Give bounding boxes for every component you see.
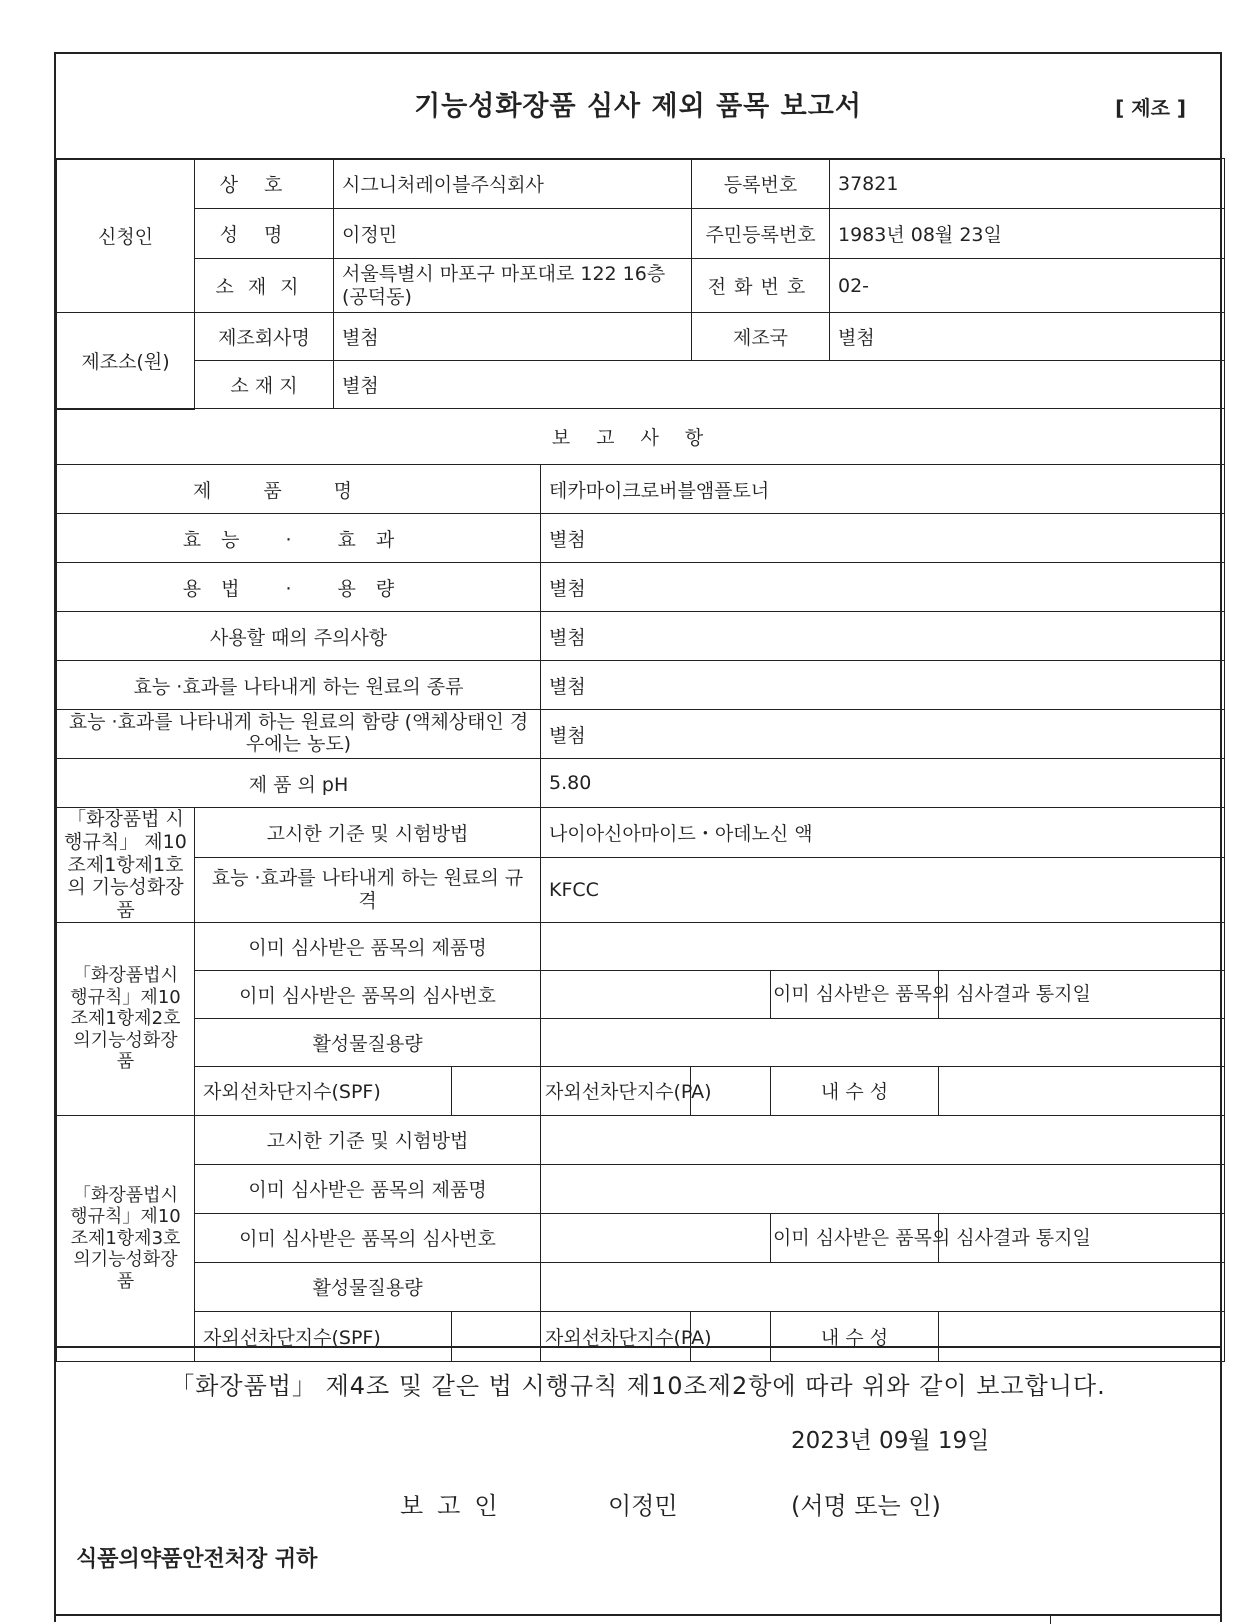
row-label: 제 품 의 pH bbox=[57, 759, 541, 808]
address-label: 소재지 bbox=[195, 259, 334, 313]
row-value: 별첨 bbox=[541, 710, 1225, 759]
declaration-footer bbox=[56, 1346, 1220, 1576]
name-value: 이정민 bbox=[334, 209, 692, 259]
group3-notice-date-label: 이미 심사받은 품목의 심사결과 통지일 bbox=[771, 1213, 939, 1262]
address-value: 서울특별시 마포구 마포대로 122 16층(공덕동) bbox=[334, 259, 692, 313]
resident-no-value: 1983년 08월 23일 bbox=[830, 209, 1225, 259]
form-header bbox=[56, 54, 1220, 160]
group1-standard-label: 고시한 기준 및 시험방법 bbox=[195, 808, 541, 858]
group2-pa-label: 자외선차단지수(PA) bbox=[541, 1066, 691, 1115]
company-label: 상호 bbox=[195, 159, 334, 209]
form-title: 기능성화장품 심사 제외 품목 보고서 bbox=[414, 91, 862, 122]
addressee: 식품의약품안전처장 귀하 bbox=[76, 1547, 318, 1572]
group3-product-label: 이미 심사받은 품목의 제품명 bbox=[195, 1164, 541, 1213]
group2-label: 「화장품법시행규칙」제10조제1항제2호의기능성화장품 bbox=[57, 922, 195, 1115]
group2-spf-label: 자외선차단지수(SPF) bbox=[195, 1067, 452, 1115]
group3-active-label: 활성물질용량 bbox=[195, 1262, 541, 1311]
group3-review-no-label: 이미 심사받은 품목의 심사번호 bbox=[195, 1213, 541, 1262]
mfr-address-value: 별첨 bbox=[334, 361, 1225, 409]
row-value: 별첨 bbox=[541, 563, 1225, 612]
group3-pa-label: 자외선차단지수(PA) bbox=[541, 1311, 691, 1361]
group2-review-no-value bbox=[541, 970, 771, 1018]
row-label: 제품명 bbox=[57, 465, 541, 514]
group2-notice-date-label: 이미 심사받은 품목의 심사결과 통지일 bbox=[771, 970, 939, 1018]
group3-active-value bbox=[541, 1262, 1225, 1311]
mfr-country-label: 제조국 bbox=[692, 313, 830, 361]
reg-no-label: 등록번호 bbox=[692, 159, 830, 209]
group2-spf-cell bbox=[195, 1066, 541, 1115]
row-value: 별첨 bbox=[541, 661, 1225, 710]
applicant-section-label: 신청인 bbox=[57, 159, 195, 313]
group3-water-label: 내 수 성 bbox=[771, 1311, 939, 1361]
row-label: 사용할 때의 주의사항 bbox=[57, 612, 541, 661]
group2-active-value bbox=[541, 1018, 1225, 1066]
resident-no-label: 주민등록번호 bbox=[692, 209, 830, 259]
row-value: 별첨 bbox=[541, 514, 1225, 563]
group2-active-label: 활성물질용량 bbox=[195, 1018, 541, 1066]
group3-product-value bbox=[541, 1164, 1225, 1213]
bottom-divider-tick bbox=[1050, 1614, 1051, 1624]
reporter-name: 이정민 bbox=[608, 1492, 678, 1520]
manufacturer-section-label: 제조소(원) bbox=[57, 313, 195, 409]
phone-label: 전화번호 bbox=[692, 259, 830, 313]
group3-label: 「화장품법시행규칙」제10조제1항제3호의기능성화장품 bbox=[57, 1115, 195, 1361]
report-heading: 보고사항 bbox=[57, 409, 1225, 465]
row-value: 별첨 bbox=[541, 612, 1225, 661]
mfr-company-label: 제조회사명 bbox=[195, 313, 334, 361]
ph-value: 5.80 bbox=[541, 759, 1225, 808]
name-label: 성명 bbox=[195, 209, 334, 259]
reg-no-value: 37821 bbox=[830, 159, 1225, 209]
report-form bbox=[54, 52, 1222, 1622]
group3-standard-value bbox=[541, 1115, 1225, 1164]
phone-value: 02- bbox=[830, 259, 1225, 313]
group2-spf-value bbox=[452, 1067, 541, 1115]
form-type-tag: [ 제조 ] bbox=[1115, 96, 1186, 120]
signature-placeholder: (서명 또는 인) bbox=[791, 1492, 941, 1520]
group2-water-value bbox=[939, 1066, 1225, 1115]
group2-water-label: 내 수 성 bbox=[771, 1066, 939, 1115]
group2-spf-split bbox=[195, 1067, 540, 1115]
report-date: 2023년 09월 19일 bbox=[791, 1428, 990, 1454]
group2-product-label: 이미 심사받은 품목의 제품명 bbox=[195, 922, 541, 970]
group3-spf-label: 자외선차단지수(SPF) bbox=[195, 1312, 452, 1361]
reporter-label: 보고인 bbox=[400, 1492, 512, 1520]
bottom-divider bbox=[56, 1614, 1220, 1616]
applicant-table bbox=[56, 158, 1225, 410]
product-name-value: 테카마이크로버블앰플토너 bbox=[541, 465, 1225, 514]
group2-review-no-label: 이미 심사받은 품목의 심사번호 bbox=[195, 970, 541, 1018]
mfr-company-value: 별첨 bbox=[334, 313, 692, 361]
mfr-address-label: 소 재 지 bbox=[195, 361, 334, 409]
row-label: 효능 ·효과를 나타내게 하는 원료의 함량 (액체상태인 경우에는 농도) bbox=[57, 710, 541, 759]
company-value: 시그니처레이블주식회사 bbox=[334, 159, 692, 209]
group3-review-no-value bbox=[541, 1213, 771, 1262]
group1-label: 「화장품법 시행규칙」 제10조제1항제1호 의 기능성화장품 bbox=[57, 808, 195, 923]
row-label: 효능 ·효과를 나타내게 하는 원료의 종류 bbox=[57, 661, 541, 710]
declaration-text: 「화장품법」 제4조 및 같은 법 시행규칙 제10조제2항에 따라 위와 같이 보고합니다. bbox=[170, 1372, 1106, 1400]
group1-standard-value: 나이아신아마이드・아데노신 액 bbox=[541, 808, 1225, 858]
row-label: 용법 · 용량 bbox=[57, 563, 541, 612]
group1-spec-label: 효능 ·효과를 나타내게 하는 원료의 규격 bbox=[195, 858, 541, 923]
mfr-country-value: 별첨 bbox=[830, 313, 1225, 361]
row-label: 효능 · 효과 bbox=[57, 514, 541, 563]
group3-standard-label: 고시한 기준 및 시험방법 bbox=[195, 1115, 541, 1164]
report-table bbox=[56, 408, 1225, 1362]
group1-spec-value: KFCC bbox=[541, 858, 1225, 923]
group2-product-value bbox=[541, 922, 1225, 970]
